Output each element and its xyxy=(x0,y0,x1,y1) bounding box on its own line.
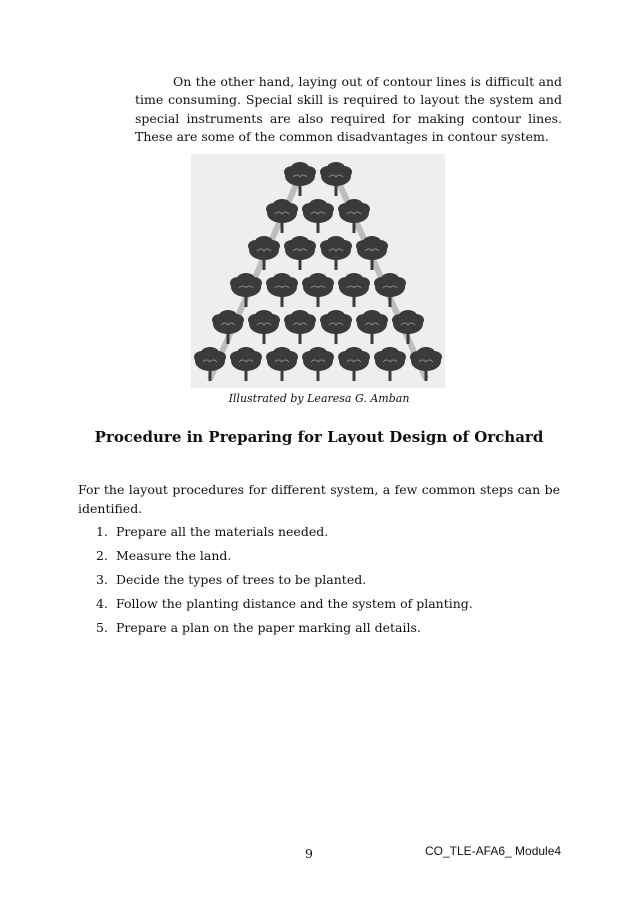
figure-caption: Illustrated by Learesa G. Amban xyxy=(228,392,410,405)
tree-icon xyxy=(248,236,280,270)
intro-paragraph xyxy=(135,73,562,146)
tree-icon xyxy=(284,236,316,270)
step-text: Measure the land. xyxy=(116,548,232,563)
tree-icon xyxy=(302,199,334,233)
tree-icon xyxy=(374,273,406,307)
page-number: 9 xyxy=(305,846,313,861)
module-code: CO_TLE-AFA6_ Module4 xyxy=(425,844,562,858)
tree-icon xyxy=(338,273,370,307)
step-number: 2. xyxy=(96,548,108,563)
step-number: 1. xyxy=(96,524,108,539)
tree-icon xyxy=(230,273,262,307)
intro-paragraph-text: On the other hand, laying out of contour lines is difficult and time consuming. Special skill is required to layout the system and special instruments are also required for making contour lines. These are some of the common disadvantages in contour system. xyxy=(135,74,562,144)
body-paragraph: For the layout procedures for different system, a few common steps can be identified. xyxy=(78,482,560,516)
step-item xyxy=(96,616,473,640)
tree-icon xyxy=(266,273,298,307)
tree-icon xyxy=(266,199,298,233)
tree-icon xyxy=(356,310,388,344)
procedure-steps-list xyxy=(96,520,473,640)
tree-icon xyxy=(320,236,352,270)
tree-icon xyxy=(338,199,370,233)
step-text: Prepare a plan on the paper marking all details. xyxy=(116,620,421,635)
orchard-triangle-illustration xyxy=(191,154,445,388)
tree-icon xyxy=(212,310,244,344)
section-heading: Procedure in Preparing for Layout Design of Orchard xyxy=(94,428,544,446)
tree-icon xyxy=(194,347,226,381)
tree-icon xyxy=(356,236,388,270)
step-item xyxy=(96,568,473,592)
tree-icon xyxy=(320,162,352,196)
tree-icon xyxy=(230,347,262,381)
tree-icon xyxy=(320,310,352,344)
tree-icon xyxy=(248,310,280,344)
tree-icon xyxy=(284,310,316,344)
tree-icon xyxy=(266,347,298,381)
step-item xyxy=(96,520,473,544)
step-item xyxy=(96,544,473,568)
step-text: Prepare all the materials needed. xyxy=(116,524,329,539)
tree-icon xyxy=(338,347,370,381)
tree-icon xyxy=(302,347,334,381)
tree-icon xyxy=(374,347,406,381)
step-number: 4. xyxy=(96,596,108,611)
tree-icon xyxy=(410,347,442,381)
tree-triangle-drawing xyxy=(191,154,445,388)
step-number: 5. xyxy=(96,620,108,635)
step-text: Decide the types of trees to be planted. xyxy=(116,572,367,587)
tree-icon xyxy=(392,310,424,344)
tree-icon xyxy=(284,162,316,196)
step-text: Follow the planting distance and the system of planting. xyxy=(116,596,473,611)
step-item xyxy=(96,592,473,616)
step-number: 3. xyxy=(96,572,108,587)
tree-icon xyxy=(302,273,334,307)
